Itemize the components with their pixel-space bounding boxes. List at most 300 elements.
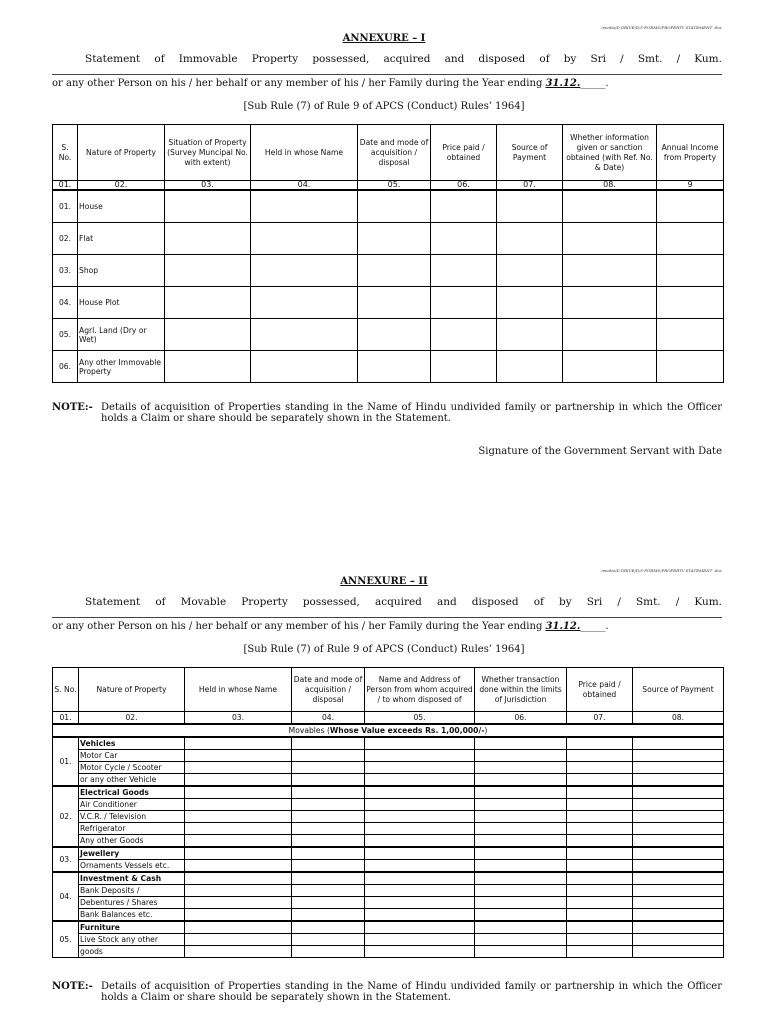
column-number: 04. xyxy=(292,712,365,725)
empty-cell xyxy=(633,921,724,934)
empty-cell xyxy=(567,750,633,762)
movables-caption xyxy=(53,724,724,737)
column-header: Held in whose Name xyxy=(251,125,358,181)
empty-cell xyxy=(633,799,724,811)
empty-cell xyxy=(365,774,475,787)
column-number: 03. xyxy=(165,181,251,191)
table-row xyxy=(53,255,724,287)
table-row xyxy=(53,921,724,934)
row-property-type: Any other Immovable Property xyxy=(78,351,165,383)
column-number: 05. xyxy=(358,181,431,191)
empty-cell xyxy=(358,190,431,223)
note-2 xyxy=(52,981,722,1003)
empty-cell xyxy=(475,897,567,909)
empty-cell xyxy=(431,190,497,223)
empty-cell xyxy=(431,255,497,287)
table-row xyxy=(53,319,724,351)
statement-word: Statement xyxy=(85,596,141,608)
table-row xyxy=(53,897,724,909)
empty-cell xyxy=(563,319,657,351)
item-label: Electrical Goods xyxy=(79,786,185,799)
statement-word: and xyxy=(444,53,465,65)
statement-word: disposed xyxy=(471,596,519,608)
group-serial: 01. xyxy=(53,737,79,786)
empty-cell xyxy=(633,934,724,946)
empty-cell xyxy=(292,921,365,934)
empty-cell xyxy=(633,897,724,909)
movable-property-table xyxy=(52,667,724,958)
group-serial: 05. xyxy=(53,921,79,958)
empty-cell xyxy=(165,351,251,383)
column-number: 08. xyxy=(633,712,724,725)
year-blank-1: _____. xyxy=(580,78,609,89)
column-header: Situation of Property (Survey Muncipal No. with extent) xyxy=(165,125,251,181)
empty-cell xyxy=(185,946,292,958)
file-path-1: /media/D DRIVE/D/5-FORMS/PROPERTY STATEMENT .doc xyxy=(601,25,722,30)
row-serial: 02. xyxy=(53,223,78,255)
column-number: 9 xyxy=(657,181,724,191)
empty-cell xyxy=(475,946,567,958)
column-header: S. No. xyxy=(53,125,78,181)
row-property-type: House Plot xyxy=(78,287,165,319)
empty-cell xyxy=(365,799,475,811)
empty-cell xyxy=(185,835,292,848)
empty-cell xyxy=(292,847,365,860)
table-row xyxy=(53,287,724,319)
empty-cell xyxy=(365,786,475,799)
empty-cell xyxy=(475,750,567,762)
empty-cell xyxy=(185,921,292,934)
empty-cell xyxy=(165,190,251,223)
table-row xyxy=(53,737,724,750)
column-header: Name and Address of Person from whom acquired / to whom disposed of xyxy=(365,668,475,712)
column-header: Nature of Property xyxy=(78,125,165,181)
empty-cell xyxy=(475,872,567,885)
empty-cell xyxy=(185,799,292,811)
empty-cell xyxy=(292,774,365,787)
column-number: 02. xyxy=(78,181,165,191)
column-header: Date and mode of acquisition / disposal xyxy=(292,668,365,712)
statement-word: by xyxy=(558,596,572,608)
empty-cell xyxy=(563,287,657,319)
movables-row xyxy=(53,724,724,737)
column-header: Source of Payment xyxy=(497,125,563,181)
empty-cell xyxy=(431,319,497,351)
table-row xyxy=(53,860,724,873)
statement-2-text: or any other Person on his / her behalf or any member of his / her Family during the Year ending xyxy=(52,621,546,632)
table-row xyxy=(53,223,724,255)
table-row xyxy=(53,190,724,223)
column-header: Held in whose Name xyxy=(185,668,292,712)
empty-cell xyxy=(185,774,292,787)
statement-word: Sri xyxy=(586,596,603,608)
empty-cell xyxy=(567,872,633,885)
empty-cell xyxy=(185,786,292,799)
empty-cell xyxy=(475,823,567,835)
file-path-2: /media/D DRIVE/D/5-FORMS/PROPERTY STATEMENT .doc xyxy=(601,568,722,573)
empty-cell xyxy=(185,934,292,946)
note-1-text: Details of acquisition of Properties standing in the Name of Hindu undivided family or partnership in which the Officer holds a Claim or share should be separately shown in the Statement. xyxy=(101,402,722,424)
empty-cell xyxy=(475,786,567,799)
statement-word: acquired xyxy=(374,596,422,608)
table-1-header xyxy=(53,125,724,181)
row-property-type: House xyxy=(78,190,165,223)
empty-cell xyxy=(567,921,633,934)
statement-word: Smt. xyxy=(637,53,663,65)
empty-cell xyxy=(292,872,365,885)
column-header: Whether information given or sanction obtained (with Ref. No. & Date) xyxy=(563,125,657,181)
name-blank-line-2 xyxy=(52,609,722,618)
table-row xyxy=(53,909,724,922)
empty-cell xyxy=(251,255,358,287)
statement-1 xyxy=(52,53,722,89)
empty-cell xyxy=(567,737,633,750)
empty-cell xyxy=(292,946,365,958)
statement-word: possessed, xyxy=(312,53,370,65)
statement-word: of xyxy=(533,596,544,608)
empty-cell xyxy=(475,921,567,934)
movables-suffix: ) xyxy=(484,726,488,735)
empty-cell xyxy=(563,190,657,223)
statement-1-line1 xyxy=(52,53,722,65)
item-label: Refrigerator xyxy=(79,823,185,835)
empty-cell xyxy=(567,823,633,835)
table-row xyxy=(53,750,724,762)
statement-2-line1 xyxy=(52,596,722,608)
empty-cell xyxy=(251,319,358,351)
empty-cell xyxy=(292,799,365,811)
item-label: Live Stock any other xyxy=(79,934,185,946)
empty-cell xyxy=(633,885,724,897)
item-label: Air Conditioner xyxy=(79,799,185,811)
empty-cell xyxy=(475,909,567,922)
subrule-1: [Sub Rule (7) of Rule 9 of APCS (Conduct) Rules’ 1964] xyxy=(243,101,525,112)
empty-cell xyxy=(563,351,657,383)
empty-cell xyxy=(633,774,724,787)
empty-cell xyxy=(567,885,633,897)
note-1 xyxy=(52,402,722,424)
empty-cell xyxy=(567,897,633,909)
empty-cell xyxy=(497,351,563,383)
empty-cell xyxy=(633,762,724,774)
empty-cell xyxy=(497,255,563,287)
statement-1-text: or any other Person on his / her behalf or any member of his / her Family during the Year ending xyxy=(52,78,546,89)
empty-cell xyxy=(475,860,567,873)
statement-word: disposed xyxy=(478,53,526,65)
empty-cell xyxy=(497,223,563,255)
item-label: Ornaments Vessels etc. xyxy=(79,860,185,873)
empty-cell xyxy=(292,885,365,897)
table-1-number-row xyxy=(53,181,724,191)
note-2-label: NOTE:- xyxy=(52,981,93,992)
statement-word: of xyxy=(539,53,550,65)
empty-cell xyxy=(567,847,633,860)
statement-2-line2 xyxy=(52,621,722,632)
empty-cell xyxy=(251,223,358,255)
empty-cell xyxy=(358,319,431,351)
annexure-1-title: ANNEXURE – I xyxy=(342,33,426,44)
table-2-number-row xyxy=(53,712,724,725)
empty-cell xyxy=(633,823,724,835)
note-1-label: NOTE:- xyxy=(52,402,93,413)
empty-cell xyxy=(657,319,724,351)
statement-word: of xyxy=(154,53,165,65)
empty-cell xyxy=(657,255,724,287)
empty-cell xyxy=(633,811,724,823)
empty-cell xyxy=(497,319,563,351)
table-row xyxy=(53,872,724,885)
statement-word: Sri xyxy=(590,53,607,65)
item-label: Vehicles xyxy=(79,737,185,750)
empty-cell xyxy=(633,737,724,750)
row-property-type: Flat xyxy=(78,223,165,255)
statement-word: Statement xyxy=(85,53,141,65)
empty-cell xyxy=(292,897,365,909)
empty-cell xyxy=(185,811,292,823)
statement-word: / xyxy=(617,596,621,608)
empty-cell xyxy=(567,774,633,787)
column-header: Price paid / obtained xyxy=(567,668,633,712)
movables-threshold: Whose Value exceeds Rs. 1,00,000/- xyxy=(329,726,485,735)
empty-cell xyxy=(165,287,251,319)
statement-word: / xyxy=(620,53,624,65)
empty-cell xyxy=(431,351,497,383)
column-number: 06. xyxy=(431,181,497,191)
year-blank-2: _____. xyxy=(580,621,609,632)
empty-cell xyxy=(365,921,475,934)
statement-2 xyxy=(52,596,722,632)
empty-cell xyxy=(251,287,358,319)
empty-cell xyxy=(475,847,567,860)
empty-cell xyxy=(185,737,292,750)
statement-1-line2 xyxy=(52,78,722,89)
statement-word: possessed, xyxy=(302,596,360,608)
row-serial: 06. xyxy=(53,351,78,383)
empty-cell xyxy=(185,897,292,909)
empty-cell xyxy=(567,762,633,774)
empty-cell xyxy=(165,223,251,255)
column-number: 06. xyxy=(475,712,567,725)
empty-cell xyxy=(292,750,365,762)
signature-line: Signature of the Government Servant with Date xyxy=(478,446,722,457)
group-serial: 02. xyxy=(53,786,79,847)
empty-cell xyxy=(358,255,431,287)
empty-cell xyxy=(365,762,475,774)
statement-word: Movable xyxy=(180,596,227,608)
row-serial: 01. xyxy=(53,190,78,223)
empty-cell xyxy=(633,946,724,958)
column-number: 03. xyxy=(185,712,292,725)
table-row xyxy=(53,885,724,897)
item-label: or any other Vehicle xyxy=(79,774,185,787)
statement-word: Immovable xyxy=(178,53,238,65)
row-property-type: Shop xyxy=(78,255,165,287)
empty-cell xyxy=(475,885,567,897)
column-header: Whether transaction done within the limits of Jurisdiction xyxy=(475,668,567,712)
item-label: Bank Deposits / xyxy=(79,885,185,897)
empty-cell xyxy=(251,351,358,383)
empty-cell xyxy=(365,934,475,946)
table-row xyxy=(53,774,724,787)
column-header: Annual Income from Property xyxy=(657,125,724,181)
empty-cell xyxy=(358,351,431,383)
empty-cell xyxy=(657,351,724,383)
empty-cell xyxy=(431,287,497,319)
empty-cell xyxy=(475,799,567,811)
empty-cell xyxy=(165,255,251,287)
empty-cell xyxy=(251,190,358,223)
empty-cell xyxy=(657,223,724,255)
table-row xyxy=(53,934,724,946)
empty-cell xyxy=(185,847,292,860)
empty-cell xyxy=(365,860,475,873)
statement-word: and xyxy=(436,596,457,608)
empty-cell xyxy=(185,909,292,922)
empty-cell xyxy=(567,786,633,799)
column-header: S. No. xyxy=(53,668,79,712)
empty-cell xyxy=(365,737,475,750)
empty-cell xyxy=(567,835,633,848)
table-row xyxy=(53,946,724,958)
empty-cell xyxy=(633,835,724,848)
empty-cell xyxy=(365,897,475,909)
table-row xyxy=(53,847,724,860)
table-row xyxy=(53,762,724,774)
column-number: 04. xyxy=(251,181,358,191)
empty-cell xyxy=(475,835,567,848)
column-number: 08. xyxy=(563,181,657,191)
item-label: Investment & Cash xyxy=(79,872,185,885)
empty-cell xyxy=(185,823,292,835)
row-serial: 04. xyxy=(53,287,78,319)
statement-word: Kum. xyxy=(694,53,722,65)
year-ending-1: 31.12. xyxy=(545,78,581,89)
statement-word: / xyxy=(675,596,680,608)
row-serial: 03. xyxy=(53,255,78,287)
empty-cell xyxy=(497,190,563,223)
immovable-property-table xyxy=(52,124,724,383)
empty-cell xyxy=(365,847,475,860)
item-label: V.C.R. / Television xyxy=(79,811,185,823)
empty-cell xyxy=(563,223,657,255)
empty-cell xyxy=(633,847,724,860)
empty-cell xyxy=(475,811,567,823)
empty-cell xyxy=(292,934,365,946)
group-serial: 03. xyxy=(53,847,79,872)
year-ending-2: 31.12. xyxy=(545,621,581,632)
empty-cell xyxy=(365,885,475,897)
empty-cell xyxy=(497,287,563,319)
statement-word: by xyxy=(563,53,577,65)
table-row xyxy=(53,835,724,848)
empty-cell xyxy=(365,946,475,958)
table-row xyxy=(53,351,724,383)
empty-cell xyxy=(475,762,567,774)
table-row xyxy=(53,786,724,799)
empty-cell xyxy=(292,835,365,848)
empty-cell xyxy=(185,872,292,885)
empty-cell xyxy=(475,774,567,787)
empty-cell xyxy=(657,287,724,319)
name-blank-line-1 xyxy=(52,66,722,75)
statement-word: acquired xyxy=(383,53,431,65)
statement-word: of xyxy=(155,596,166,608)
empty-cell xyxy=(185,860,292,873)
empty-cell xyxy=(475,934,567,946)
empty-cell xyxy=(292,823,365,835)
empty-cell xyxy=(475,737,567,750)
statement-word: / xyxy=(676,53,681,65)
column-header: Source of Payment xyxy=(633,668,724,712)
empty-cell xyxy=(365,835,475,848)
empty-cell xyxy=(365,750,475,762)
item-label: Furniture xyxy=(79,921,185,934)
empty-cell xyxy=(567,860,633,873)
table-2-header xyxy=(53,668,724,712)
table-row xyxy=(53,811,724,823)
column-number: 01. xyxy=(53,181,78,191)
empty-cell xyxy=(633,909,724,922)
empty-cell xyxy=(633,786,724,799)
movables-prefix: Movables ( xyxy=(288,726,330,735)
column-header: Price paid / obtained xyxy=(431,125,497,181)
empty-cell xyxy=(567,799,633,811)
empty-cell xyxy=(365,909,475,922)
empty-cell xyxy=(185,762,292,774)
subrule-2: [Sub Rule (7) of Rule 9 of APCS (Conduct) Rules’ 1964] xyxy=(243,644,525,655)
empty-cell xyxy=(165,319,251,351)
note-2-text: Details of acquisition of Properties standing in the Name of Hindu undivided family or partnership in which the Officer holds a Claim or share should be separately shown in the Statement. xyxy=(101,981,722,1003)
item-label: Jewellery xyxy=(79,847,185,860)
empty-cell xyxy=(358,287,431,319)
item-label: Debentures / Shares xyxy=(79,897,185,909)
column-header: Date and mode of acquisition / disposal xyxy=(358,125,431,181)
group-serial: 04. xyxy=(53,872,79,921)
table-row xyxy=(53,799,724,811)
column-number: 05. xyxy=(365,712,475,725)
empty-cell xyxy=(292,909,365,922)
empty-cell xyxy=(567,946,633,958)
empty-cell xyxy=(292,811,365,823)
column-number: 01. xyxy=(53,712,79,725)
empty-cell xyxy=(633,750,724,762)
empty-cell xyxy=(633,872,724,885)
empty-cell xyxy=(185,750,292,762)
empty-cell xyxy=(365,823,475,835)
column-number: 07. xyxy=(567,712,633,725)
column-header: Nature of Property xyxy=(79,668,185,712)
empty-cell xyxy=(633,860,724,873)
column-number: 02. xyxy=(79,712,185,725)
empty-cell xyxy=(567,934,633,946)
empty-cell xyxy=(365,872,475,885)
item-label: Any other Goods xyxy=(79,835,185,848)
empty-cell xyxy=(567,811,633,823)
empty-cell xyxy=(365,811,475,823)
empty-cell xyxy=(567,909,633,922)
item-label: Motor Cycle / Scooter xyxy=(79,762,185,774)
statement-word: Property xyxy=(241,596,288,608)
statement-word: Kum. xyxy=(694,596,722,608)
empty-cell xyxy=(292,860,365,873)
empty-cell xyxy=(358,223,431,255)
empty-cell xyxy=(185,885,292,897)
empty-cell xyxy=(431,223,497,255)
statement-word: Smt. xyxy=(635,596,661,608)
empty-cell xyxy=(657,190,724,223)
empty-cell xyxy=(292,762,365,774)
empty-cell xyxy=(292,737,365,750)
